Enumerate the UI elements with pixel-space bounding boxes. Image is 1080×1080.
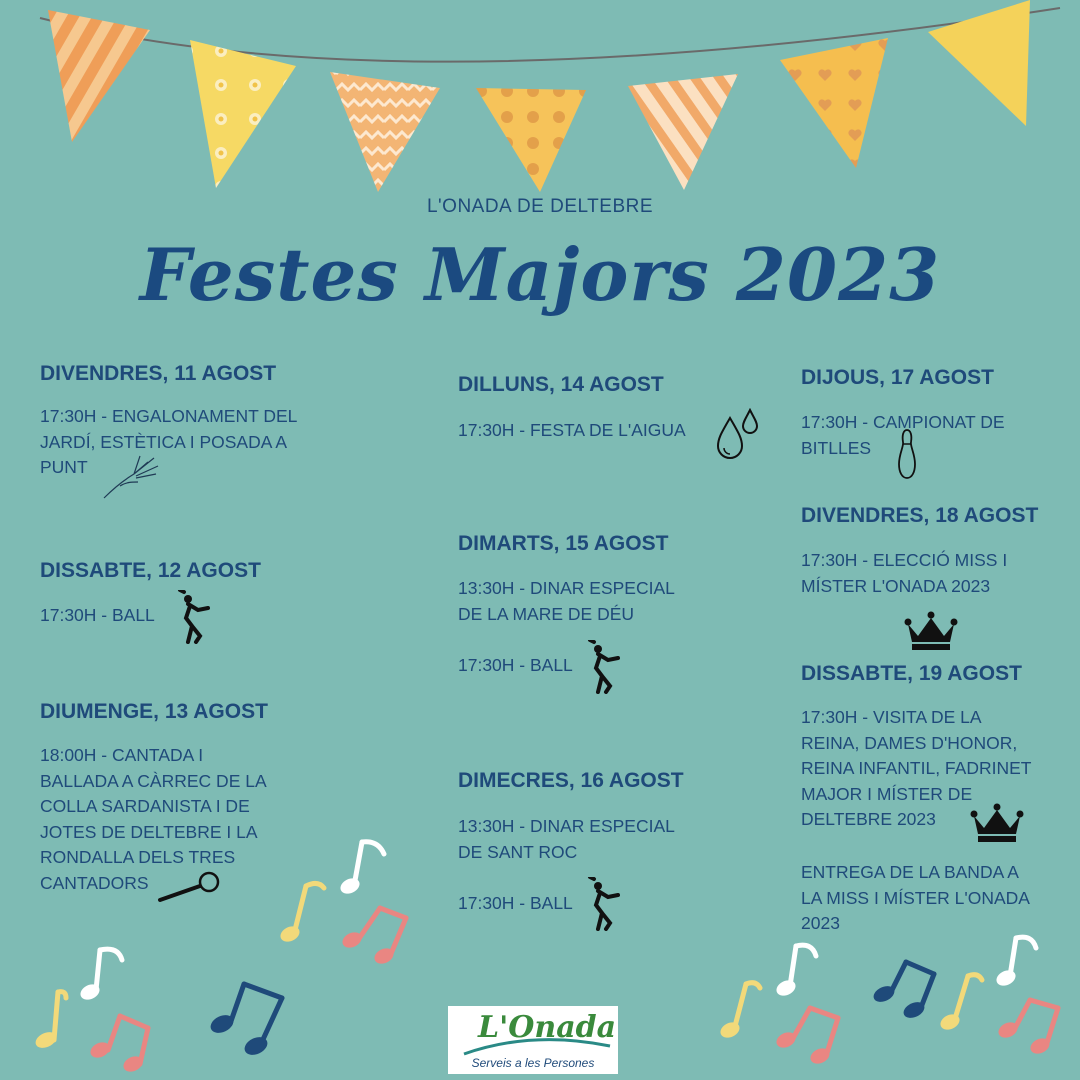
logo-name: L'Onada	[478, 1010, 617, 1045]
bowling-pin-icon	[894, 428, 920, 480]
logo-wave	[462, 1034, 612, 1058]
day-title-12: DISSABTE, 12 AGOST	[40, 559, 261, 582]
day-title-13: DIUMENGE, 13 AGOST	[40, 700, 268, 723]
event-13: 18:00H - CANTADA I BALLADA A CÀRREC DE LA COLLA SARDANISTA I DE JOTES DE DELTEBRE I LA RONDALLA DELS TRES CANTADORS	[40, 745, 267, 893]
event-16a: 13:30H - DINAR ESPECIAL DE SANT ROC	[458, 816, 675, 862]
event-17: 17:30H - CAMPIONAT DE BITLLES	[801, 412, 1005, 458]
dancer-icon	[176, 590, 212, 644]
dancer-icon	[586, 640, 622, 694]
bunting-garland	[0, 0, 1080, 200]
page-title: Festes Majors 2023	[139, 232, 941, 317]
day-title-18: DIVENDRES, 18 AGOST	[801, 504, 1039, 527]
logo-subtitle: Serveis a les Persones	[471, 1056, 595, 1070]
event-19b: ENTREGA DE LA BANDA A LA MISS I MÍSTER L'ONADA 2023	[801, 862, 1030, 933]
hand-icon	[100, 448, 162, 502]
event-16b: 17:30H - BALL	[458, 893, 573, 913]
day-title-14: DILLUNS, 14 AGOST	[458, 373, 664, 396]
event-15b: 17:30H - BALL	[458, 655, 573, 675]
event-12: 17:30H - BALL	[40, 605, 155, 625]
water-drops-icon	[714, 408, 760, 462]
lonada-logo	[448, 1006, 618, 1074]
day-title-15: DIMARTS, 15 AGOST	[458, 532, 669, 555]
day-title-19: DISSABTE, 19 AGOST	[801, 662, 1022, 685]
event-19a: 17:30H - VISITA DE LA REINA, DAMES D'HONOR, REINA INFANTIL, FADRINET MAJOR I MÍSTER DE DELTEBRE 2023	[801, 707, 1032, 829]
event-14: 17:30H - FESTA DE L'AIGUA	[458, 420, 686, 440]
event-15a: 13:30H - DINAR ESPECIAL DE LA MARE DE DÉU	[458, 578, 675, 624]
day-title-17: DIJOUS, 17 AGOST	[801, 366, 994, 389]
organization-label: L'ONADA DE DELTEBRE	[426, 196, 654, 217]
event-11: 17:30H - ENGALONAMENT DEL JARDÍ, ESTÈTICA I POSADA A PUNT	[40, 406, 298, 477]
day-title-16: DIMECRES, 16 AGOST	[458, 769, 684, 792]
day-title-11: DIVENDRES, 11 AGOST	[40, 362, 277, 385]
event-18: 17:30H - ELECCIÓ MISS I MÍSTER L'ONADA 2023	[801, 550, 1008, 596]
crown-icon	[904, 610, 958, 652]
